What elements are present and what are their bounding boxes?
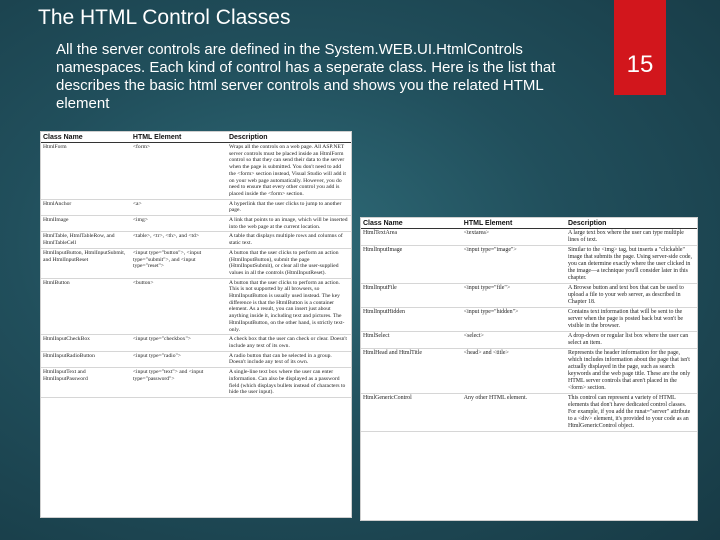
- cell-html-element: <input type="radio">: [131, 351, 227, 367]
- cell-description: A radio button that can be selected in a group. Doesn't include any text of its own.: [227, 351, 351, 367]
- controls-table-left: [40, 131, 352, 518]
- cell-description: A button that the user clicks to perform an action (HtmlInputButton), submit the page (HtmlInputSubmit), or clear all the user-supplied values in all the controls (HtmlInputReset).: [227, 248, 351, 278]
- cell-description: A check box that the user can check or clear. Doesn't include any text of its own.: [227, 335, 351, 351]
- cell-description: Similar to the <img> tag, but inserts a "clickable" image that submits the page. Using server-side code, you can determine exactly where the user clicked in the image—a technique you'll consider later in this chapter.: [566, 246, 697, 284]
- table-row: [361, 349, 697, 394]
- column-header-html-element: HTML Element: [131, 132, 227, 143]
- cell-class-name: HtmlGenericControl: [361, 394, 462, 432]
- cell-class-name: HtmlInputText and HtmlInputPassword: [41, 368, 131, 398]
- slide-title: The HTML Control Classes: [38, 6, 291, 29]
- table-header-row: [41, 132, 351, 143]
- cell-html-element: <input type="text"> and <input type="password">: [131, 368, 227, 398]
- column-header-class-name: Class Name: [361, 218, 462, 229]
- table-row: [41, 248, 351, 278]
- controls-table-right: [360, 217, 698, 521]
- table-row: [361, 246, 697, 284]
- cell-html-element: <img>: [131, 216, 227, 232]
- column-header-description: Description: [227, 132, 351, 143]
- cell-html-element: Any other HTML element.: [462, 394, 566, 432]
- table-row: [361, 394, 697, 432]
- cell-description: Wraps all the controls on a web page. All ASP.NET server controls must be placed inside an HtmlForm control so that they can send their data to the server when the page is submitted. You don't need to add the <form> section instead, Visual Studio will add it on your web page automatically. However, you do need to ensure that every other control you add is placed inside the <form> section.: [227, 143, 351, 200]
- column-header-html-element: HTML Element: [462, 218, 566, 229]
- cell-html-element: <input type="button">, <input type="submit">, and <input type="reset">: [131, 248, 227, 278]
- page-number: 15: [626, 51, 654, 78]
- cell-class-name: HtmlInputHidden: [361, 308, 462, 332]
- table-row: [41, 216, 351, 232]
- table-row: [41, 143, 351, 200]
- cell-html-element: <table>, <tr>, <th>, and <td>: [131, 232, 227, 248]
- table-row: [361, 229, 697, 246]
- table-row: [41, 368, 351, 398]
- table-row: [41, 232, 351, 248]
- cell-html-element: <input type="checkbox">: [131, 335, 227, 351]
- cell-description: A link that points to an image, which will be inserted into the web page at the current location.: [227, 216, 351, 232]
- cell-html-element: <select>: [462, 332, 566, 349]
- cell-html-element: <input type="file">: [462, 284, 566, 308]
- cell-description: A large text box where the user can type multiple lines of text.: [566, 229, 697, 246]
- cell-description: A button that the user clicks to perform an action. This is not supported by all browsers, so HtmlInputButton is usually used instead. The key difference is that the HtmlButton is a container element. As a result, you can insert just about anything inside it, including text and pictures. The HtmlInputButton, on the other hand, is strictly text-only.: [227, 278, 351, 335]
- cell-html-element: <a>: [131, 199, 227, 215]
- column-header-description: Description: [566, 218, 697, 229]
- cell-class-name: HtmlImage: [41, 216, 131, 232]
- cell-description: A Browse button and text box that can be used to upload a file to your web server, as described in Chapter 18.: [566, 284, 697, 308]
- cell-html-element: <textarea>: [462, 229, 566, 246]
- cell-html-element: <form>: [131, 143, 227, 200]
- cell-html-element: <head> and <title>: [462, 349, 566, 394]
- cell-html-element: <input type="image">: [462, 246, 566, 284]
- column-header-class-name: Class Name: [41, 132, 131, 143]
- table-row: [41, 335, 351, 351]
- slide-body-text: All the server controls are defined in the System.WEB.UI.HtmlControls namespaces. Each kind of control has a seperate class. Here is the list that describes the basic html server controls and shows you the related HTML element: [56, 41, 556, 112]
- cell-description: A drop-down or regular list box where the user can select an item.: [566, 332, 697, 349]
- cell-class-name: HtmlForm: [41, 143, 131, 200]
- cell-class-name: HtmlInputFile: [361, 284, 462, 308]
- cell-description: A single-line text box where the user can enter information. Can also be displayed as a password field (which displays bullets instead of characters to hide the user input).: [227, 368, 351, 398]
- table-header-row: [361, 218, 697, 229]
- cell-class-name: HtmlTable, HtmlTableRow, and HtmlTableCell: [41, 232, 131, 248]
- cell-html-element: <input type="hidden">: [462, 308, 566, 332]
- cell-description: Contains text information that will be sent to the server when the page is posted back but won't be visible in the browser.: [566, 308, 697, 332]
- cell-html-element: <button>: [131, 278, 227, 335]
- cell-class-name: HtmlInputRadioButton: [41, 351, 131, 367]
- cell-class-name: HtmlInputImage: [361, 246, 462, 284]
- cell-class-name: HtmlInputButton, HtmlInputSubmit, and HtmlInputReset: [41, 248, 131, 278]
- table-row: [41, 199, 351, 215]
- cell-class-name: HtmlAnchor: [41, 199, 131, 215]
- cell-class-name: HtmlButton: [41, 278, 131, 335]
- page-number-badge: [614, 0, 666, 95]
- cell-class-name: HtmlHead and HtmlTitle: [361, 349, 462, 394]
- cell-class-name: HtmlSelect: [361, 332, 462, 349]
- cell-description: A hyperlink that the user clicks to jump to another page.: [227, 199, 351, 215]
- cell-description: Represents the header information for the page, which includes information about the page that isn't actually displayed in the page, such as search keywords and the web page title. These are the only HTML server controls that aren't placed in the <form> section.: [566, 349, 697, 394]
- cell-class-name: HtmlInputCheckBox: [41, 335, 131, 351]
- table-row: [361, 308, 697, 332]
- table-row: [361, 284, 697, 308]
- cell-description: A table that displays multiple rows and columns of static text.: [227, 232, 351, 248]
- table-row: [41, 351, 351, 367]
- cell-class-name: HtmlTextArea: [361, 229, 462, 246]
- table-row: [41, 278, 351, 335]
- cell-description: This control can represent a variety of HTML elements that don't have dedicated control classes. For example, if you add the runat="server" attribute to a <div> element, it's provided to your code as an HtmlGenericControl object.: [566, 394, 697, 432]
- table-row: [361, 332, 697, 349]
